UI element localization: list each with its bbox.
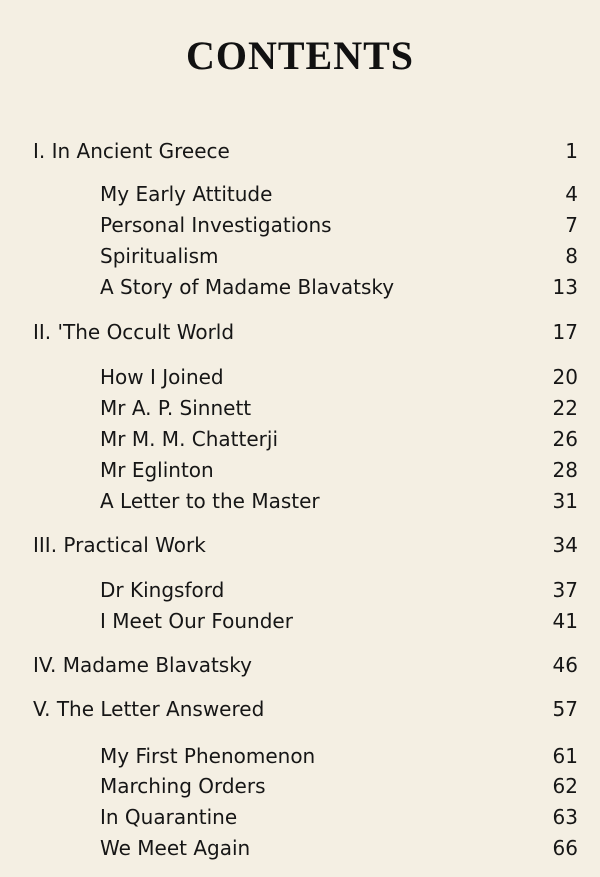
toc-page-number: 31 (552, 489, 578, 513)
toc-page-number: 63 (552, 805, 578, 829)
toc-page-number: 8 (565, 244, 578, 268)
toc-section (0, 771, 600, 801)
toc-page-number: 37 (552, 578, 578, 602)
toc-section (0, 575, 600, 605)
toc-page-number: 62 (552, 774, 578, 798)
toc-section (0, 272, 600, 302)
toc-section (0, 802, 600, 832)
toc-entry-label: III. Practical Work (33, 533, 206, 557)
toc-entry-label: I Meet Our Founder (100, 609, 293, 633)
toc-page-number: 34 (552, 533, 578, 557)
toc-page-number: 13 (552, 275, 578, 299)
toc-page-number: 66 (552, 836, 578, 860)
toc-section (0, 833, 600, 863)
toc-entry-label: A Letter to the Master (100, 489, 320, 513)
toc-page-number: 57 (552, 697, 578, 721)
toc-page-number: 41 (552, 609, 578, 633)
toc-section (0, 241, 600, 271)
toc-entry-label: How I Joined (100, 365, 224, 389)
toc-entry-label: Personal Investigations (100, 213, 332, 237)
toc-entry-label: My First Phenomenon (100, 744, 316, 768)
toc-page-number: 61 (552, 744, 578, 768)
toc-page-number: 46 (552, 653, 578, 677)
toc-entry-label: I. In Ancient Greece (33, 139, 230, 163)
toc-section (0, 210, 600, 240)
toc-page-number: 20 (552, 365, 578, 389)
toc-page-number: 7 (565, 213, 578, 237)
toc-entry-label: IV. Madame Blavatsky (33, 653, 252, 677)
toc-entry-label: V. The Letter Answered (33, 697, 265, 721)
toc-chapter (0, 650, 600, 680)
toc-section (0, 362, 600, 392)
toc-entry-label: In Quarantine (100, 805, 238, 829)
toc-section (0, 486, 600, 516)
toc-section (0, 741, 600, 771)
toc-entry-label: Dr Kingsford (100, 578, 225, 602)
toc-chapter (0, 136, 600, 166)
toc-page-number: 1 (565, 139, 578, 163)
toc-section (0, 606, 600, 636)
toc-entry-label: Spiritualism (100, 244, 219, 268)
toc-section (0, 393, 600, 423)
toc-chapter (0, 694, 600, 724)
toc-page-number: 26 (552, 427, 578, 451)
toc-entry-label: II. 'The Occult World (33, 320, 235, 344)
toc-chapter (0, 530, 600, 560)
toc-chapter (0, 317, 600, 347)
toc-entry-label: We Meet Again (100, 836, 251, 860)
toc-section (0, 424, 600, 454)
toc-entry-label: A Story of Madame Blavatsky (100, 275, 395, 299)
page-title: CONTENTS (185, 33, 415, 78)
toc-page-number: 17 (552, 320, 578, 344)
toc-entry-label: Mr A. P. Sinnett (100, 396, 252, 420)
toc-entry-label: My Early Attitude (100, 182, 273, 206)
toc-page-number: 28 (552, 458, 578, 482)
toc-page-number: 4 (565, 182, 578, 206)
toc-entry-label: Marching Orders (100, 774, 266, 798)
toc-section (0, 179, 600, 209)
toc-page-number: 22 (552, 396, 578, 420)
toc-entry-label: Mr Eglinton (100, 458, 214, 482)
toc-entry-label: Mr M. M. Chatterji (100, 427, 278, 451)
toc-section (0, 455, 600, 485)
